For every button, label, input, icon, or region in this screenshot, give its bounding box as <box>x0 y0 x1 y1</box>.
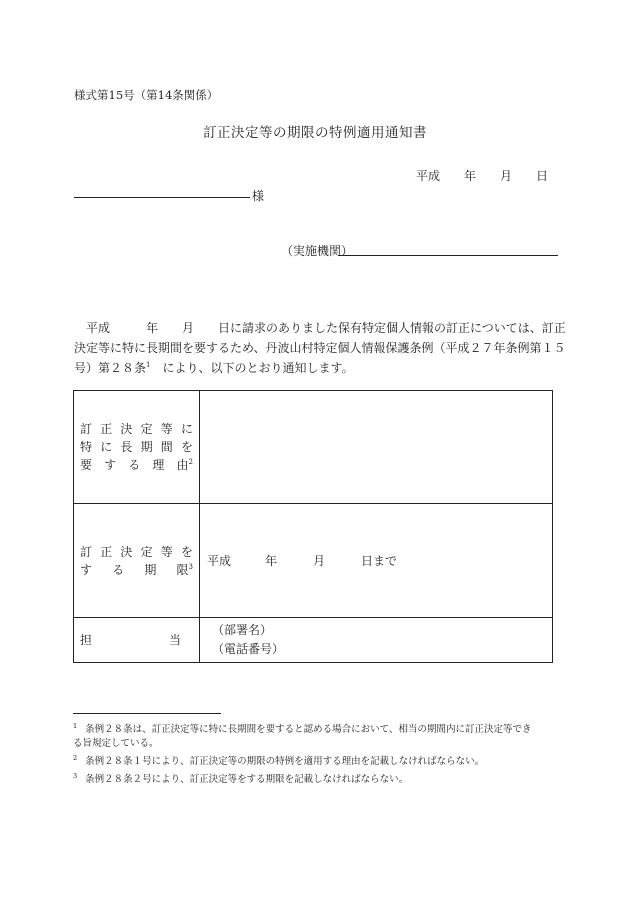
label-char: 定 <box>140 422 153 436</box>
label-char: に <box>180 422 193 436</box>
footnote-ref-1: 1 <box>146 361 151 369</box>
label-char: 長 <box>120 440 133 454</box>
label-char: 決 <box>120 422 133 436</box>
recipient-name-line[interactable] <box>74 197 250 198</box>
label-char: を <box>180 440 193 454</box>
label-char: 等 <box>160 422 173 436</box>
deadline-label-cell <box>74 504 200 618</box>
label-char: 由$^2$ <box>176 458 193 472</box>
reason-field[interactable] <box>200 391 553 504</box>
date-era: 平成 <box>416 169 441 183</box>
label-char: 間 <box>160 440 173 454</box>
reason-label-line-2 <box>80 438 193 456</box>
label-char: 等 <box>160 544 173 559</box>
agency-label: （実施機関） <box>281 244 354 258</box>
deadline-month: 月 <box>313 554 326 568</box>
label-char: 正 <box>100 422 113 436</box>
footnotes <box>73 719 563 787</box>
deadline-row <box>74 504 553 618</box>
department-label: （部署名） <box>212 623 273 637</box>
label-char: 限$^3$ <box>176 562 193 577</box>
notice-table <box>73 390 553 663</box>
contact-label-cell <box>74 618 200 663</box>
label-char: 要 <box>80 458 93 472</box>
reason-row <box>74 391 553 504</box>
body-line-1: 平成 年 月 日に請求のありました保有特定個人情報の訂正については、訂正 <box>74 321 566 335</box>
label-char: 理 <box>152 458 165 472</box>
date-day: 日 <box>536 169 549 183</box>
label-char: 訂 <box>80 422 93 436</box>
deadline-year: 年 <box>265 554 278 568</box>
label-char: す <box>104 458 117 472</box>
date-year: 年 <box>464 169 477 183</box>
recipient-honorific: 様 <box>252 189 265 203</box>
label-char: 定 <box>140 544 153 559</box>
body-line-2: 決定等に特に長期間を要するため、丹波山村特定個人情報保護条例（平成２７年条例第１５ <box>74 341 566 355</box>
notice-body <box>74 318 566 378</box>
deadline-label-line-1 <box>80 543 193 561</box>
label-char: 決 <box>120 544 133 559</box>
form-number-label: 様式第15号（第14条関係） <box>74 88 219 102</box>
reason-label-line-3 <box>80 456 193 474</box>
deadline-field[interactable] <box>200 504 553 618</box>
deadline-label-line-2 <box>80 561 193 579</box>
contact-row <box>74 618 553 663</box>
agency-name-line[interactable] <box>338 255 558 256</box>
contact-label-a: 担 <box>80 633 93 647</box>
document-title: 訂正決定等の期限の特例適用通知書 <box>203 125 427 141</box>
label-char: 期 <box>144 562 157 577</box>
label-char: を <box>180 544 193 559</box>
date-month: 月 <box>500 169 513 183</box>
footnote-ref: 3 <box>188 562 193 571</box>
body-line-3: 号）第２８条$^1$ により、以下のとおり通知します。 <box>74 361 354 375</box>
label-char: 訂 <box>80 544 93 559</box>
reason-label-line-1 <box>80 420 193 438</box>
label-char: に <box>100 440 113 454</box>
label-char: る <box>128 458 141 472</box>
footnote-3: $^3$ 条例２８条２号により、訂正決定等をする期限を記載しなければならない。 <box>73 772 409 786</box>
label-char: る <box>112 562 125 577</box>
label-char: 正 <box>100 544 113 559</box>
footnote-2: $^2$ 条例２８条１号により、訂正決定等の期限の特例を適用する理由を記載しなければならない。 <box>73 754 485 768</box>
deadline-day: 日まで <box>361 554 398 568</box>
issue-date <box>416 167 548 184</box>
label-char: 期 <box>140 440 153 454</box>
label-char: す <box>80 562 93 577</box>
footnote-ref: 2 <box>188 458 193 466</box>
label-char: 特 <box>80 440 93 454</box>
footnote-separator <box>73 713 221 714</box>
footnote-1: $^1$ 条例２８条は、訂正決定等に特に長期間を要すると認める場合において、相当の期間内に訂正決定等でき る旨規定している。 <box>73 722 532 750</box>
deadline-era: 平成 <box>207 554 232 568</box>
contact-field[interactable] <box>200 618 553 663</box>
reason-label-cell <box>74 391 200 504</box>
contact-label-b: 当 <box>168 633 181 647</box>
phone-label: （電話番号） <box>212 642 285 656</box>
